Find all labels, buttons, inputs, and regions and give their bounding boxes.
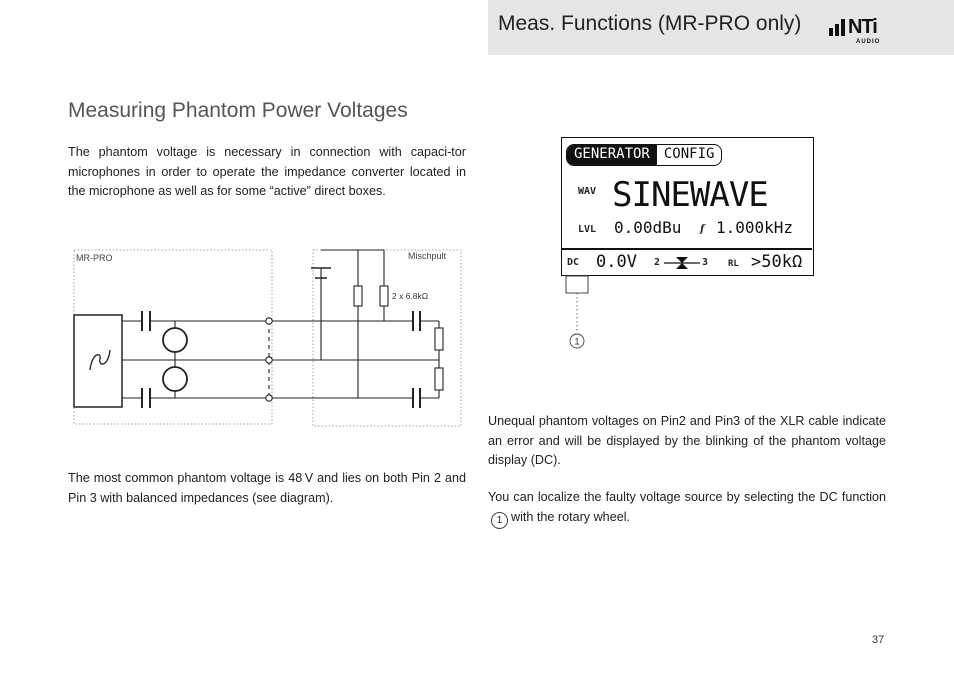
generator-block	[74, 315, 122, 407]
tab-config[interactable]: CONFIG	[663, 146, 715, 162]
pin-right: 3	[702, 257, 709, 268]
diode-icon	[664, 256, 700, 270]
phantom-power-diagram	[68, 244, 468, 430]
localize-text-before: You can localize the faulty voltage source by selecting the DC function	[488, 490, 886, 504]
wav-label: WAV	[578, 186, 597, 197]
display-tabs	[566, 144, 722, 166]
mixer-label: Mischpult	[408, 251, 447, 261]
pin-selector	[654, 255, 714, 271]
localize-text-after: with the rotary wheel.	[511, 509, 630, 524]
tab-generator[interactable]: GENERATOR	[567, 145, 657, 165]
waveform-value: SINEWAVE	[612, 175, 768, 215]
nti-audio-logo	[829, 17, 891, 47]
section-title: Measuring Phantom Power Voltages	[68, 99, 408, 122]
lvl-label: LVL	[578, 224, 597, 235]
dc-value: 0.0V	[596, 252, 637, 272]
common-voltage-paragraph: The most common phantom voltage is 48 V and lies on both Pin 2 and Pin 3 with balanced impedances (see diagram).	[68, 471, 466, 505]
resistor-label: 2 x 6.8kΩ	[392, 291, 429, 301]
frequency-value: 1.000kHz	[716, 218, 794, 237]
mixer-box	[313, 250, 461, 426]
dc-label: DC	[567, 257, 580, 268]
freq-label: f	[700, 224, 705, 235]
page-header-title: Meas. Functions (MR-PRO only)	[498, 12, 802, 35]
rl-value: >50kΩ	[751, 252, 803, 272]
dc-callout	[561, 250, 601, 350]
function-marker: 1	[491, 512, 508, 529]
localize-paragraph	[488, 488, 886, 529]
logo-sub: AUDIO	[856, 39, 881, 45]
mr-pro-label: MR-PRO	[76, 253, 113, 263]
logo-mark: NTi	[848, 16, 877, 38]
level-value: 0.00dBu	[614, 218, 682, 237]
rl-label: RL	[728, 259, 739, 269]
callout-marker: 1	[574, 336, 580, 348]
intro-paragraph: The phantom voltage is necessary in connection with capaci-tor microphones in order to operate the impedance converter located in the microphone as well as for some “active” direct boxes.	[68, 145, 466, 198]
pin-left: 2	[654, 257, 661, 268]
unequal-voltage-paragraph: Unequal phantom voltages on Pin2 and Pin3 of the XLR cable indicate an error and will be displayed by the blinking of the phantom voltage display (DC).	[488, 414, 886, 467]
page-number: 37	[872, 634, 885, 646]
